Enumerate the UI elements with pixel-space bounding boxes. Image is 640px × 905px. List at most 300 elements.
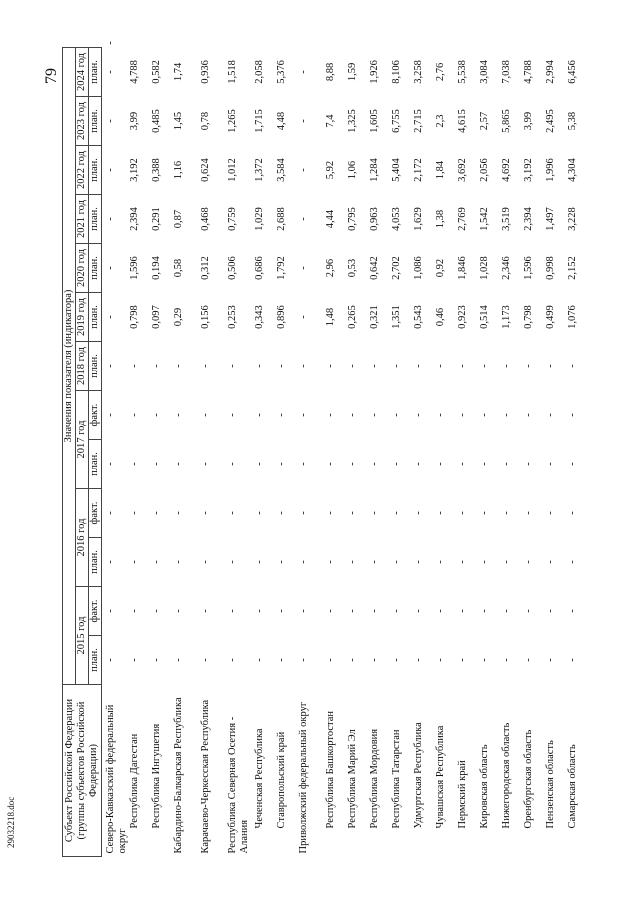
value-cell: -: [298, 315, 309, 319]
value-cell: 0,468: [200, 207, 211, 231]
value-cell: 1,45: [173, 111, 184, 131]
value-cell: -: [435, 658, 446, 662]
value-cell: -: [347, 511, 358, 515]
table-row: [369, 39, 391, 857]
value-cell: -: [325, 658, 336, 662]
fact-header: факт.: [89, 489, 102, 538]
value-cell: -: [567, 511, 578, 515]
value-cell: -: [369, 413, 380, 417]
value-cell: 0,312: [200, 256, 211, 280]
value-cell: 0,253: [227, 305, 238, 329]
value-cell: -: [479, 413, 490, 417]
value-cell: 0,291: [151, 207, 162, 231]
value-cell: -: [479, 364, 490, 368]
value-cell: 2,495: [545, 109, 556, 133]
value-cell: -: [545, 462, 556, 466]
value-cell: 1,028: [479, 256, 490, 280]
value-cell: 0,78: [200, 111, 211, 131]
value-cell: 2,3: [435, 114, 446, 128]
table-row: [325, 39, 347, 857]
value-cell: -: [457, 413, 468, 417]
value-cell: 0,321: [369, 305, 380, 329]
value-cell: 5,38: [567, 111, 578, 131]
year-header: 2019 год: [76, 293, 89, 342]
table-row: [435, 39, 457, 857]
value-cell: -: [276, 511, 287, 515]
value-cell: -: [254, 609, 265, 613]
value-cell: -: [369, 658, 380, 662]
value-cell: 0,624: [200, 158, 211, 182]
value-cell: -: [298, 560, 309, 564]
fact-header: факт.: [89, 391, 102, 440]
value-cell: -: [479, 609, 490, 613]
value-cell: -: [151, 560, 162, 564]
value-cell: -: [105, 462, 116, 466]
value-cell: -: [105, 658, 116, 662]
value-cell: -: [173, 609, 184, 613]
value-cell: 1,012: [227, 158, 238, 182]
region-name: Республика Дагестан: [129, 733, 140, 829]
value-cell: 0,46: [435, 307, 446, 327]
table-row: [200, 39, 227, 857]
value-cell: 2,152: [567, 256, 578, 280]
table-row: [479, 39, 501, 857]
plan-header: план.: [89, 47, 102, 96]
value-cell: 2,702: [391, 256, 402, 280]
region-name: Оренбургская область: [523, 729, 534, 829]
value-cell: -: [567, 364, 578, 368]
value-cell: 1,84: [435, 160, 446, 180]
value-cell: -: [501, 511, 512, 515]
value-cell: -: [104, 41, 116, 45]
value-cell: -: [227, 462, 238, 466]
region-name: Кабардино-Балкарская Республика: [173, 697, 184, 854]
page-number: 79: [43, 68, 60, 84]
value-cell: 0,506: [227, 256, 238, 280]
value-cell: -: [391, 609, 402, 613]
region-name: Кировская область: [479, 744, 490, 829]
value-cell: 3,192: [523, 158, 534, 182]
value-cell: 2,57: [479, 111, 490, 131]
plan-header: план.: [89, 342, 102, 391]
year-header: 2016 год: [76, 489, 89, 587]
value-cell: -: [325, 560, 336, 564]
value-cell: -: [325, 364, 336, 368]
table-row: [391, 39, 413, 857]
value-cell: 1,351: [391, 305, 402, 329]
value-cell: -: [523, 511, 534, 515]
value-cell: 0,29: [173, 307, 184, 327]
value-cell: 8,88: [325, 62, 336, 82]
value-cell: -: [457, 511, 468, 515]
value-cell: 4,304: [567, 158, 578, 182]
value-cell: -: [413, 609, 424, 613]
plan-header: план.: [89, 244, 102, 293]
value-cell: -: [200, 413, 211, 417]
value-cell: 1,59: [347, 62, 358, 82]
value-cell: -: [391, 364, 402, 368]
value-cell: -: [298, 217, 309, 221]
table-row: [173, 39, 200, 857]
value-cell: -: [129, 609, 140, 613]
value-cell: -: [347, 658, 358, 662]
value-cell: -: [347, 413, 358, 417]
value-cell: 3,99: [523, 111, 534, 131]
value-cell: -: [129, 658, 140, 662]
value-cell: 1,284: [369, 158, 380, 182]
year-header: 2018 год: [76, 342, 89, 391]
value-cell: 0,097: [151, 305, 162, 329]
value-cell: -: [501, 462, 512, 466]
value-cell: -: [298, 609, 309, 613]
value-cell: -: [545, 658, 556, 662]
value-cell: -: [173, 560, 184, 564]
region-name: Северо-Кавказский федеральный округ: [105, 704, 128, 854]
value-cell: -: [567, 413, 578, 417]
value-cell: 7,4: [325, 114, 336, 128]
value-cell: 1,372: [254, 158, 265, 182]
value-cell: 1,926: [369, 60, 380, 84]
value-cell: 1,325: [347, 109, 358, 133]
value-cell: -: [227, 658, 238, 662]
region-name: Пермский край: [457, 760, 468, 829]
value-cell: -: [254, 658, 265, 662]
value-cell: 0,582: [151, 60, 162, 84]
value-cell: -: [457, 658, 468, 662]
value-cell: 0,343: [254, 305, 265, 329]
value-cell: -: [254, 413, 265, 417]
value-cell: -: [457, 364, 468, 368]
value-cell: -: [523, 609, 534, 613]
value-cell: -: [413, 364, 424, 368]
region-name: Чеченская Республика: [254, 728, 265, 829]
value-cell: -: [391, 511, 402, 515]
value-cell: 0,156: [200, 305, 211, 329]
value-cell: 2,688: [276, 207, 287, 231]
table-row: [151, 39, 173, 857]
value-cell: -: [298, 364, 309, 368]
value-cell: -: [298, 658, 309, 662]
value-cell: 0,923: [457, 305, 468, 329]
region-name: Республика Мордовия: [369, 728, 380, 829]
value-cell: -: [347, 560, 358, 564]
value-cell: 1,846: [457, 256, 468, 280]
value-cell: -: [200, 364, 211, 368]
value-cell: -: [129, 560, 140, 564]
region-name: Ставропольский край: [276, 731, 287, 829]
value-cell: -: [105, 413, 116, 417]
table-row: [129, 39, 151, 857]
region-name: Приволжский федеральный округ: [298, 701, 309, 854]
region-name: Удмуртская Республика: [413, 722, 424, 829]
value-cell: 0,795: [347, 207, 358, 231]
value-cell: -: [254, 364, 265, 368]
value-cell: -: [129, 462, 140, 466]
value-cell: 1,996: [545, 158, 556, 182]
value-cell: 0,642: [369, 256, 380, 280]
value-cell: 1,48: [325, 307, 336, 327]
value-cell: -: [325, 511, 336, 515]
value-cell: -: [391, 462, 402, 466]
value-cell: 2,769: [457, 207, 468, 231]
indicator-table-frame: [62, 38, 592, 857]
value-cell: -: [298, 70, 309, 74]
value-cell: 0,194: [151, 256, 162, 280]
value-cell: 3,228: [567, 207, 578, 231]
value-cell: -: [200, 462, 211, 466]
value-cell: -: [435, 364, 446, 368]
value-cell: -: [369, 609, 380, 613]
region-name: Республика Татарстан: [391, 729, 402, 829]
region-name: Нижегородская область: [501, 722, 512, 829]
value-cell: -: [413, 560, 424, 564]
value-cell: -: [151, 364, 162, 368]
value-cell: 6,755: [391, 109, 402, 133]
value-cell: -: [457, 462, 468, 466]
footer-filename: 29032218.doc: [6, 796, 16, 848]
value-cell: 1,596: [523, 256, 534, 280]
plan-header: план.: [89, 293, 102, 342]
value-cell: -: [501, 413, 512, 417]
value-cell: 0,936: [200, 60, 211, 84]
value-cell: 0,759: [227, 207, 238, 231]
table-row: [567, 39, 589, 857]
value-cell: -: [435, 609, 446, 613]
value-cell: -: [545, 609, 556, 613]
fact-header: факт.: [89, 587, 102, 636]
value-cell: -: [479, 658, 490, 662]
value-cell: 0,92: [435, 258, 446, 278]
value-cell: 3,692: [457, 158, 468, 182]
value-cell: 0,963: [369, 207, 380, 231]
value-cell: -: [435, 462, 446, 466]
value-cell: 2,058: [254, 60, 265, 84]
value-cell: -: [298, 462, 309, 466]
value-cell: -: [276, 560, 287, 564]
value-cell: -: [173, 658, 184, 662]
value-cell: -: [173, 462, 184, 466]
table-row: [347, 39, 369, 857]
value-cell: 0,87: [173, 209, 184, 229]
value-cell: 1,086: [413, 256, 424, 280]
plan-header: план.: [89, 538, 102, 587]
value-cell: -: [523, 462, 534, 466]
value-cell: 1,06: [347, 160, 358, 180]
value-cell: -: [227, 511, 238, 515]
value-cell: 2,394: [523, 207, 534, 231]
value-cell: 0,998: [545, 256, 556, 280]
year-header: 2021 год: [76, 195, 89, 244]
value-cell: -: [479, 560, 490, 564]
value-cell: 5,404: [391, 158, 402, 182]
value-cell: -: [391, 658, 402, 662]
value-cell: 3,584: [276, 158, 287, 182]
value-cell: 3,084: [479, 60, 490, 84]
value-cell: -: [413, 658, 424, 662]
value-cell: -: [151, 658, 162, 662]
value-cell: 3,519: [501, 207, 512, 231]
value-cell: -: [413, 511, 424, 515]
value-cell: 0,499: [545, 305, 556, 329]
value-cell: 1,497: [545, 207, 556, 231]
value-cell: -: [298, 266, 309, 270]
value-cell: 0,514: [479, 305, 490, 329]
value-cell: -: [129, 413, 140, 417]
value-cell: -: [200, 560, 211, 564]
value-cell: 0,485: [151, 109, 162, 133]
table-header: [63, 39, 102, 857]
value-cell: 3,99: [129, 111, 140, 131]
value-cell: -: [151, 462, 162, 466]
value-cell: 1,076: [567, 305, 578, 329]
value-cell: -: [200, 609, 211, 613]
value-cell: 0,58: [173, 258, 184, 278]
value-cell: -: [435, 413, 446, 417]
table-row: [523, 39, 545, 857]
value-cell: 2,172: [413, 158, 424, 182]
value-cell: -: [369, 364, 380, 368]
value-cell: -: [276, 413, 287, 417]
value-cell: -: [276, 364, 287, 368]
indicator-table: [62, 38, 589, 857]
value-cell: 1,74: [173, 62, 184, 82]
table-row: [413, 39, 435, 857]
value-cell: 1,16: [173, 160, 184, 180]
value-cell: 2,76: [435, 62, 446, 82]
value-cell: 4,053: [391, 207, 402, 231]
value-cell: -: [227, 413, 238, 417]
value-cell: -: [545, 413, 556, 417]
year-header: 2024 год: [76, 47, 89, 96]
year-header: 2023 год: [76, 97, 89, 146]
value-cell: 2,994: [545, 60, 556, 84]
value-cell: -: [105, 315, 116, 319]
value-cell: -: [276, 609, 287, 613]
value-cell: 4,788: [523, 60, 534, 84]
value-cell: -: [276, 462, 287, 466]
value-cell: 4,615: [457, 109, 468, 133]
year-header: 2017 год: [76, 391, 89, 489]
value-cell: -: [567, 560, 578, 564]
value-cell: 2,715: [413, 109, 424, 133]
value-cell: 4,44: [325, 209, 336, 229]
value-cell: -: [413, 462, 424, 466]
value-cell: -: [325, 413, 336, 417]
table-row: [298, 39, 325, 857]
value-cell: -: [325, 609, 336, 613]
value-cell: -: [254, 462, 265, 466]
region-name: Карачаево-Черкесская Республика: [200, 699, 211, 854]
value-cell: -: [151, 609, 162, 613]
value-cell: 1,173: [501, 305, 512, 329]
value-cell: -: [369, 560, 380, 564]
value-cell: -: [254, 511, 265, 515]
value-cell: -: [501, 364, 512, 368]
value-cell: -: [254, 560, 265, 564]
plan-header: план.: [89, 195, 102, 244]
value-cell: 1,596: [129, 256, 140, 280]
value-cell: -: [545, 560, 556, 564]
value-cell: -: [435, 560, 446, 564]
value-cell: -: [298, 168, 309, 172]
value-cell: -: [298, 511, 309, 515]
value-cell: -: [523, 560, 534, 564]
value-cell: 0,798: [523, 305, 534, 329]
region-name: Республика Марий Эл: [347, 729, 358, 829]
value-cell: -: [523, 364, 534, 368]
value-cell: -: [567, 658, 578, 662]
value-cell: -: [105, 168, 116, 172]
value-cell: -: [391, 560, 402, 564]
value-cell: -: [129, 364, 140, 368]
value-cell: -: [457, 609, 468, 613]
value-cell: 1,629: [413, 207, 424, 231]
table-body: [102, 39, 590, 857]
value-cell: 8,106: [391, 60, 402, 84]
value-cell: -: [173, 413, 184, 417]
value-cell: -: [391, 413, 402, 417]
value-cell: -: [105, 266, 116, 270]
value-cell: 1,518: [227, 60, 238, 84]
values-title-header: Значения показателя (индикатора): [63, 47, 76, 684]
value-cell: 0,53: [347, 258, 358, 278]
value-cell: -: [567, 609, 578, 613]
value-cell: -: [105, 217, 116, 221]
value-cell: -: [479, 462, 490, 466]
value-cell: -: [347, 364, 358, 368]
table-row: [102, 39, 130, 857]
value-cell: -: [501, 609, 512, 613]
plan-header: план.: [89, 97, 102, 146]
table-row: [501, 39, 523, 857]
value-cell: 1,265: [227, 109, 238, 133]
value-cell: -: [298, 119, 309, 123]
value-cell: -: [325, 462, 336, 466]
value-cell: 2,394: [129, 207, 140, 231]
value-cell: -: [347, 462, 358, 466]
region-name: Республика Ингушетия: [151, 723, 162, 829]
value-cell: 2,96: [325, 258, 336, 278]
value-cell: -: [567, 462, 578, 466]
plan-header: план.: [89, 440, 102, 489]
value-cell: 0,543: [413, 305, 424, 329]
value-cell: -: [105, 70, 116, 74]
value-cell: -: [523, 413, 534, 417]
value-cell: -: [151, 413, 162, 417]
value-cell: 0,896: [276, 305, 287, 329]
value-cell: -: [523, 658, 534, 662]
value-cell: 6,456: [567, 60, 578, 84]
value-cell: -: [105, 609, 116, 613]
value-cell: -: [276, 658, 287, 662]
value-cell: -: [227, 364, 238, 368]
value-cell: 1,029: [254, 207, 265, 231]
region-name: Республика Северная Осетия - Алания: [227, 716, 250, 854]
value-cell: 1,38: [435, 209, 446, 229]
value-cell: 2,346: [501, 256, 512, 280]
region-name: Пензенская область: [545, 740, 556, 829]
value-cell: -: [435, 511, 446, 515]
value-cell: -: [105, 119, 116, 123]
value-cell: 1,792: [276, 256, 287, 280]
value-cell: 3,258: [413, 60, 424, 84]
value-cell: -: [298, 413, 309, 417]
value-cell: 5,865: [501, 109, 512, 133]
value-cell: -: [151, 511, 162, 515]
value-cell: 1,542: [479, 207, 490, 231]
value-cell: -: [413, 413, 424, 417]
year-header: 2022 год: [76, 146, 89, 195]
